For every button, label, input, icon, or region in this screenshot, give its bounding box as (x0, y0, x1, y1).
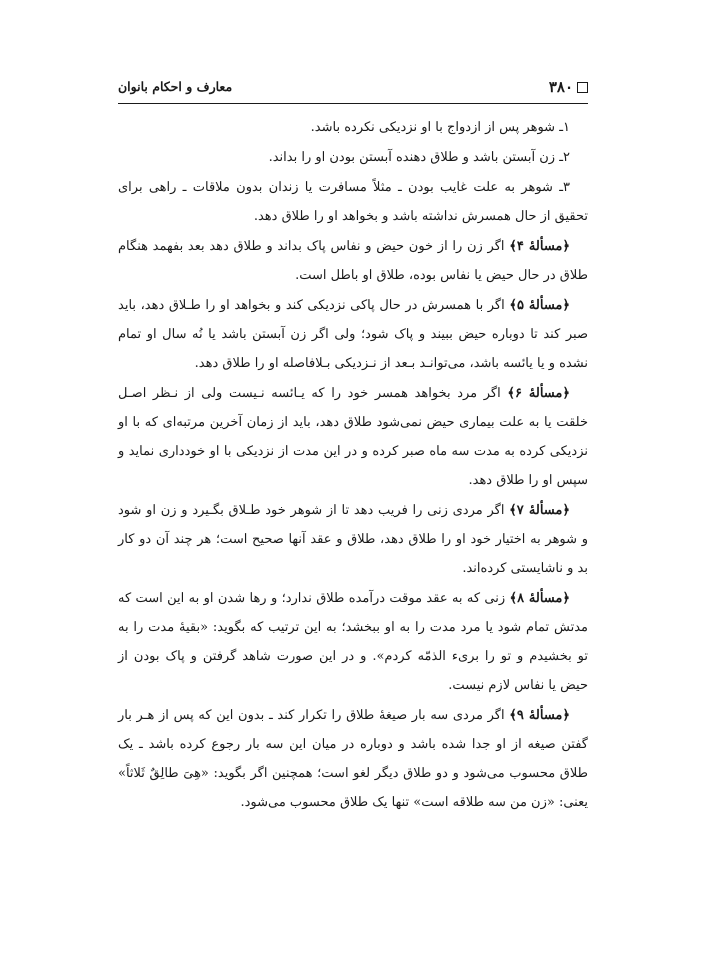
header-divider (118, 103, 588, 104)
masala-8-text: زنی که به عقد موقت درآمده طلاق ندارد؛ و رها شدن او به این است که مدتش تمام شود یا مرد مدت را به او ببخشد؛ به این ترتیب که بگوید: «بقیهٔ مدت را به تو بخشیدم و تو را بریء الذمّه کردم». و در این صورت شاهد گرفتن و پاک بودن از حیض یا نفاس لازم نیست. (118, 591, 588, 693)
masala-6-text: اگر مرد بخواهد همسر خود را که یـائسه نـیست ولی از نـظر اصـل خلقت یا به علت بیماری حیض نمی‌شود طلاق دهد، باید از زمان آخرین مرتبه‌ای که با او نزدیکی کرده به مدت سه ماه صبر کرده و در این مدت از نزدیکی با او خودداری نماید و سپس او را طلاق دهد. (118, 386, 588, 488)
masala-4-text: اگر زن را از خون حیض و نفاس پاک بداند و طلاق دهد بعد بفهمد هنگام طلاق در حال حیض یا نفاس بوده، طلاق او باطل است. (118, 239, 588, 283)
masala-4-label: ﴿مسألهٔ ۴﴾ (509, 239, 571, 254)
masala-9 (118, 701, 588, 817)
masala-7-label: ﴿مسألهٔ ۷﴾ (509, 503, 570, 518)
masala-5 (118, 291, 588, 378)
condition-item-3: ۳ـ شوهر به علت غایب بودن ـ مثلاً مسافرت یا زندان بدون ملاقات ـ راهی برای تحقیق از حال همسرش نداشته باشد و بخواهد او را طلاق دهد. (118, 180, 588, 224)
masala-9-label: ﴿مسألهٔ ۹﴾ (509, 708, 571, 723)
square-bullet-icon (577, 82, 588, 93)
condition-item-2: ۲ـ زن آبستن باشد و طلاق دهنده آبستن بودن او را بداند. (268, 150, 570, 165)
masala-8 (118, 584, 588, 700)
masala-6 (118, 379, 588, 495)
masala-7 (118, 496, 588, 583)
masala-6-label: ﴿مسألهٔ ۶﴾ (507, 386, 570, 401)
masala-4 (118, 232, 588, 290)
page-header (118, 74, 588, 100)
masala-8-label: ﴿مسألهٔ ۸﴾ (509, 591, 570, 606)
page-number-text: ۳۸۰ (548, 78, 573, 96)
page-body (118, 113, 588, 818)
masala-5-text: اگر با همسرش در حال پاکی نزدیکی کند و بخواهد او را طـلاق دهد، باید صبر کند تا دوباره حیض ببیند و پاک شود؛ ولی اگر زن آبستن باشد یا نُه سال او تمام نشده و یا یائسه باشد، می‌توانـد بـعد از نـزدیکی بـلافاصله او را طلاق دهد. (118, 298, 588, 371)
book-title: معارف و احکام بانوان (118, 79, 233, 94)
condition-item-1: ۱ـ شوهر پس از ازدواج با او نزدیکی نکرده باشد. (310, 120, 570, 135)
masala-5-label: ﴿مسألهٔ ۵﴾ (509, 298, 571, 313)
masala-7-text: اگر مردی زنی را فریب دهد تا از شوهر خود طـلاق بگـیرد و زن او شود و شوهر به اختیار خود او را طلاق دهد، طلاق و عقد آنها صحیح است؛ هر چند آن دو کار بد و ناشایستی کرده‌اند. (118, 503, 588, 576)
page-number (549, 78, 588, 96)
masala-9-text: اگر مردی سه بار صیغهٔ طلاق را تکرار کند ـ بدون این که پس از هـر بار گفتن صیغه از او جدا شده باشد و دوباره در میان این سه بار رجوع کرده باشد ـ یک طلاق محسوب می‌شود و دو طلاق دیگر لغو است؛ همچنین اگر بگوید: «هِیَ طالِقٌ ثَلاثاً» یعنی: «زن من سه طلاقه است» تنها یک طلاق محسوب می‌شود. (118, 708, 588, 810)
